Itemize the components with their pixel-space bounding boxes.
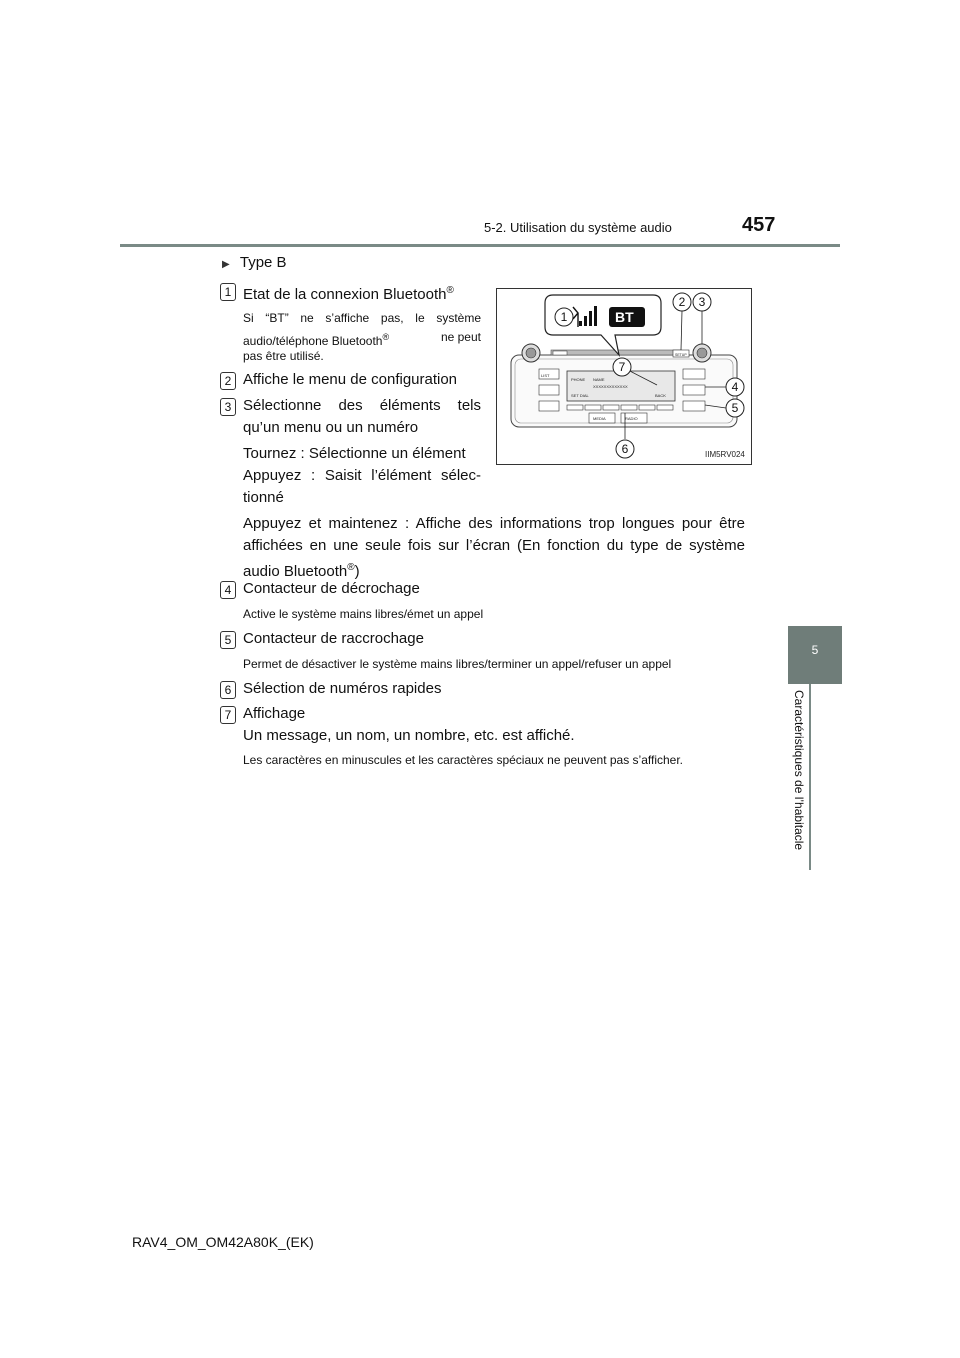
display-set-dial: SET DIAL — [571, 393, 589, 398]
page-number: 457 — [742, 214, 776, 236]
media-button: MEDIA — [593, 416, 606, 421]
item-number-4: 4 — [220, 581, 236, 599]
item-turn-text: Tournez : Sélectionne un élément — [243, 445, 466, 462]
side-rule — [809, 684, 811, 870]
item-number-3: 3 — [220, 398, 236, 416]
figure-code: IIM5RV024 — [705, 450, 745, 459]
callout-3: 3 — [698, 295, 706, 309]
item-note-7: Les caractères en minuscules et les caractères spéciaux ne peuvent pas s’afficher. — [243, 753, 684, 767]
registered-mark: ® — [446, 285, 454, 296]
item-press-line1: Appuyez : Saisit l’élément sélec- — [243, 467, 481, 484]
item-note-1-line1: Si “BT” ne s’affiche pas, le système — [243, 311, 481, 325]
footer-document-code: RAV4_OM_OM42A80K_(EK) — [132, 1234, 314, 1250]
item-note-1-line2-a: audio/téléphone Bluetooth® — [243, 332, 390, 348]
item-title-5: Contacteur de raccrochage — [243, 630, 424, 647]
audio-panel-figure — [496, 288, 752, 465]
display-back: BACK — [655, 393, 666, 398]
item-title-7: Affichage — [243, 705, 306, 722]
item-number-6: 6 — [220, 681, 236, 699]
item-note-1-line2-b: ne peut — [440, 330, 481, 344]
arrow-right-icon: ▶ — [222, 259, 230, 270]
callout-7: 7 — [618, 360, 626, 374]
item-note-1-line3: pas être utilisé. — [243, 349, 324, 363]
item-number-7: 7 — [220, 706, 236, 724]
header-rule — [120, 244, 840, 247]
item-press-line2: tionné — [243, 489, 284, 506]
item-number-2: 2 — [220, 372, 236, 390]
item-title-3-line1: Sélectionne des éléments tels — [243, 397, 481, 414]
item-number-1: 1 — [220, 283, 236, 301]
radio-button: RADIO — [625, 416, 638, 421]
side-tab-number: 5 — [811, 643, 819, 657]
item-line2-7: Un message, un nom, un nombre, etc. est affiché. — [243, 727, 575, 744]
item-note-4: Active le système mains libres/émet un appel — [243, 607, 484, 621]
item-title-3-line2: qu’un menu ou un numéro — [243, 419, 419, 436]
item-hold-line1: Appuyez et maintenez : Affiche des informations trop longues pour être — [243, 515, 745, 532]
type-label-text: Type B — [239, 254, 287, 271]
item-number-5: 5 — [220, 631, 236, 649]
list-button: LIST — [541, 373, 550, 378]
callout-4: 4 — [731, 380, 739, 394]
callout-1: 1 — [560, 310, 568, 324]
display-phone-label: PHONE — [571, 377, 586, 382]
item-title-1 — [243, 280, 454, 306]
side-tab-label: Caractéristiques de l’habitacle — [792, 690, 806, 851]
item-hold-line3: audio Bluetooth®) — [243, 562, 360, 580]
display-digits: XXXXXXXXXXXXX — [593, 384, 628, 389]
type-label — [222, 252, 287, 276]
callout-6: 6 — [621, 442, 629, 456]
callout-2: 2 — [678, 295, 686, 309]
setup-button: SETUP — [675, 353, 687, 357]
item-title-4: Contacteur de décrochage — [243, 580, 420, 597]
callout-5: 5 — [731, 401, 739, 415]
audio-panel-illustration — [497, 289, 751, 464]
item-hold-line2: affichées en une seule fois sur l’écran (En fonction du type de système — [243, 537, 745, 554]
display-name-label: NAME — [593, 377, 605, 382]
item-note-5: Permet de désactiver le système mains libres/terminer un appel/refuser un appel — [243, 657, 672, 671]
header-section-title: 5-2. Utilisation du système audio — [484, 220, 672, 235]
bt-indicator-text: BT — [615, 309, 634, 325]
item-title-6: Sélection de numéros rapides — [243, 680, 442, 697]
item-title-1-text: Etat de la connexion Bluetooth — [243, 286, 447, 303]
item-title-2: Affiche le menu de configuration — [243, 371, 458, 388]
